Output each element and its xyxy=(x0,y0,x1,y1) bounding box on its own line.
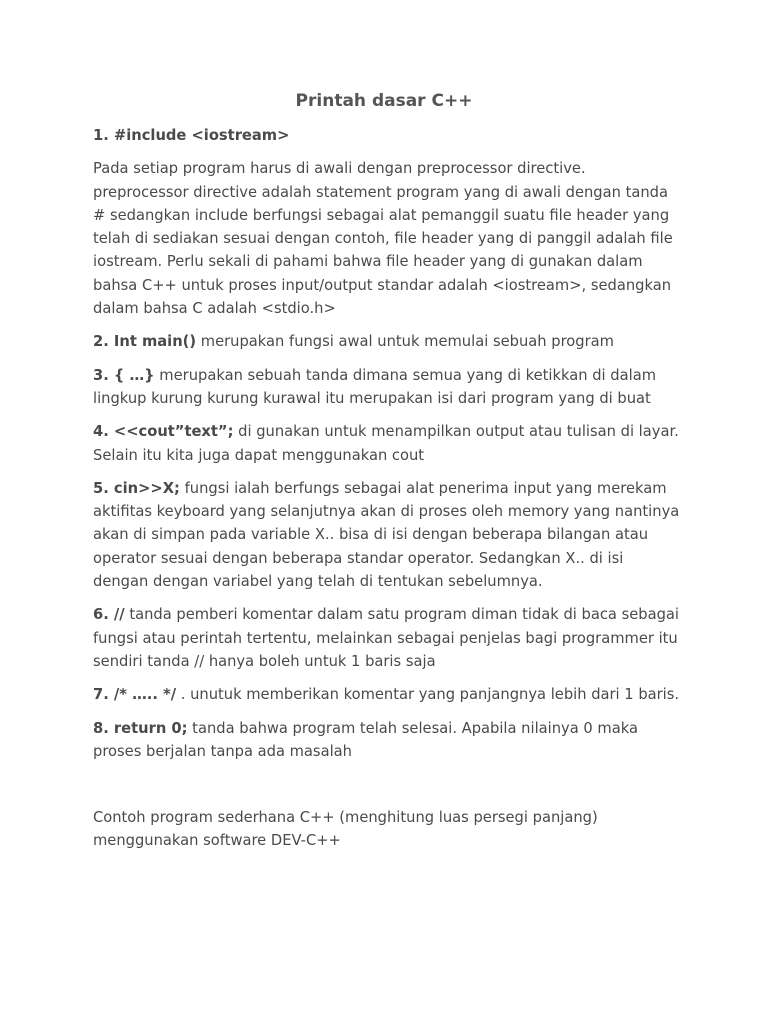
document-body xyxy=(93,124,683,863)
item-5-head: 5. cin>>X; xyxy=(93,479,180,497)
item-2-text: merupakan fungsi awal untuk memulai sebuah program xyxy=(196,333,614,351)
item-7-head: 7. /* ….. */ xyxy=(93,686,177,704)
item-8-text: tanda bahwa program telah selesai. Apabila nilainya 0 maka proses berjalan tanpa ada masalah xyxy=(93,719,638,760)
item-1-text: Pada setiap program harus di awali dengan preprocessor directive. preprocessor directive adalah statement program yang di awali dengan tanda # sedangkan include berfungsi sebagai alat pemanggil suatu file header yang telah di sediakan sesuai dengan contoh, file header yang di panggil adalah file iostream. Perlu sekali di pahami bahwa file header yang di gunakan dalam bahsa C++ untuk proses input/output standar adalah <iostream>, sedangkan dalam bahsa C adalah <stdio.h> xyxy=(93,160,673,318)
item-4-head: 4. <<cout”text”; xyxy=(93,423,234,441)
item-1-head: 1. #include <iostream> xyxy=(93,127,290,144)
item-6 xyxy=(93,603,683,673)
item-7 xyxy=(93,683,683,706)
item-1-description xyxy=(93,157,683,320)
item-6-head: 6. // xyxy=(93,606,125,624)
item-4 xyxy=(93,420,683,467)
item-1 xyxy=(93,124,683,147)
closing-paragraph: Contoh program sederhana C++ (menghitung luas persegi panjang) menggunakan software DEV-C++ xyxy=(93,809,598,850)
page-title: Printah dasar C++ xyxy=(295,91,473,111)
item-5-text: fungsi ialah berfungs sebagai alat penerima input yang merekam aktifitas keyboard yang selanjutnya akan di proses oleh memory yang nantinya akan di simpan pada variable X.. bisa di isi dengan beberapa bilangan atau operator sesuai dengan beberapa standar operator. Sedangkan X.. di isi dengan dengan variabel yang telah di tentukan sebelumnya. xyxy=(93,479,680,591)
item-2 xyxy=(93,330,683,353)
item-2-head: 2. Int main() xyxy=(93,333,197,351)
item-3-head: 3. { …} xyxy=(93,366,155,384)
item-3-text: merupakan sebuah tanda dimana semua yang di ketikkan di dalam lingkup kurung kurung kurawal itu merupakan isi dari program yang di buat xyxy=(93,366,657,407)
item-4-text: di gunakan untuk menampilkan output atau tulisan di layar. Selain itu kita juga dapat menggunakan cout xyxy=(93,423,679,464)
blank-gap xyxy=(93,773,683,806)
item-3 xyxy=(93,364,683,411)
item-7-text: . unutuk memberikan komentar yang panjangnya lebih dari 1 baris. xyxy=(176,686,680,704)
item-5 xyxy=(93,477,683,593)
item-6-text: tanda pemberi komentar dalam satu program diman tidak di baca sebagai fungsi atau perintah tertentu, melainkan sebagai penjelas bagi programmer itu sendiri tanda // hanya boleh untuk 1 baris saja xyxy=(93,606,680,670)
item-8 xyxy=(93,717,683,764)
item-8-head: 8. return 0; xyxy=(93,719,188,737)
